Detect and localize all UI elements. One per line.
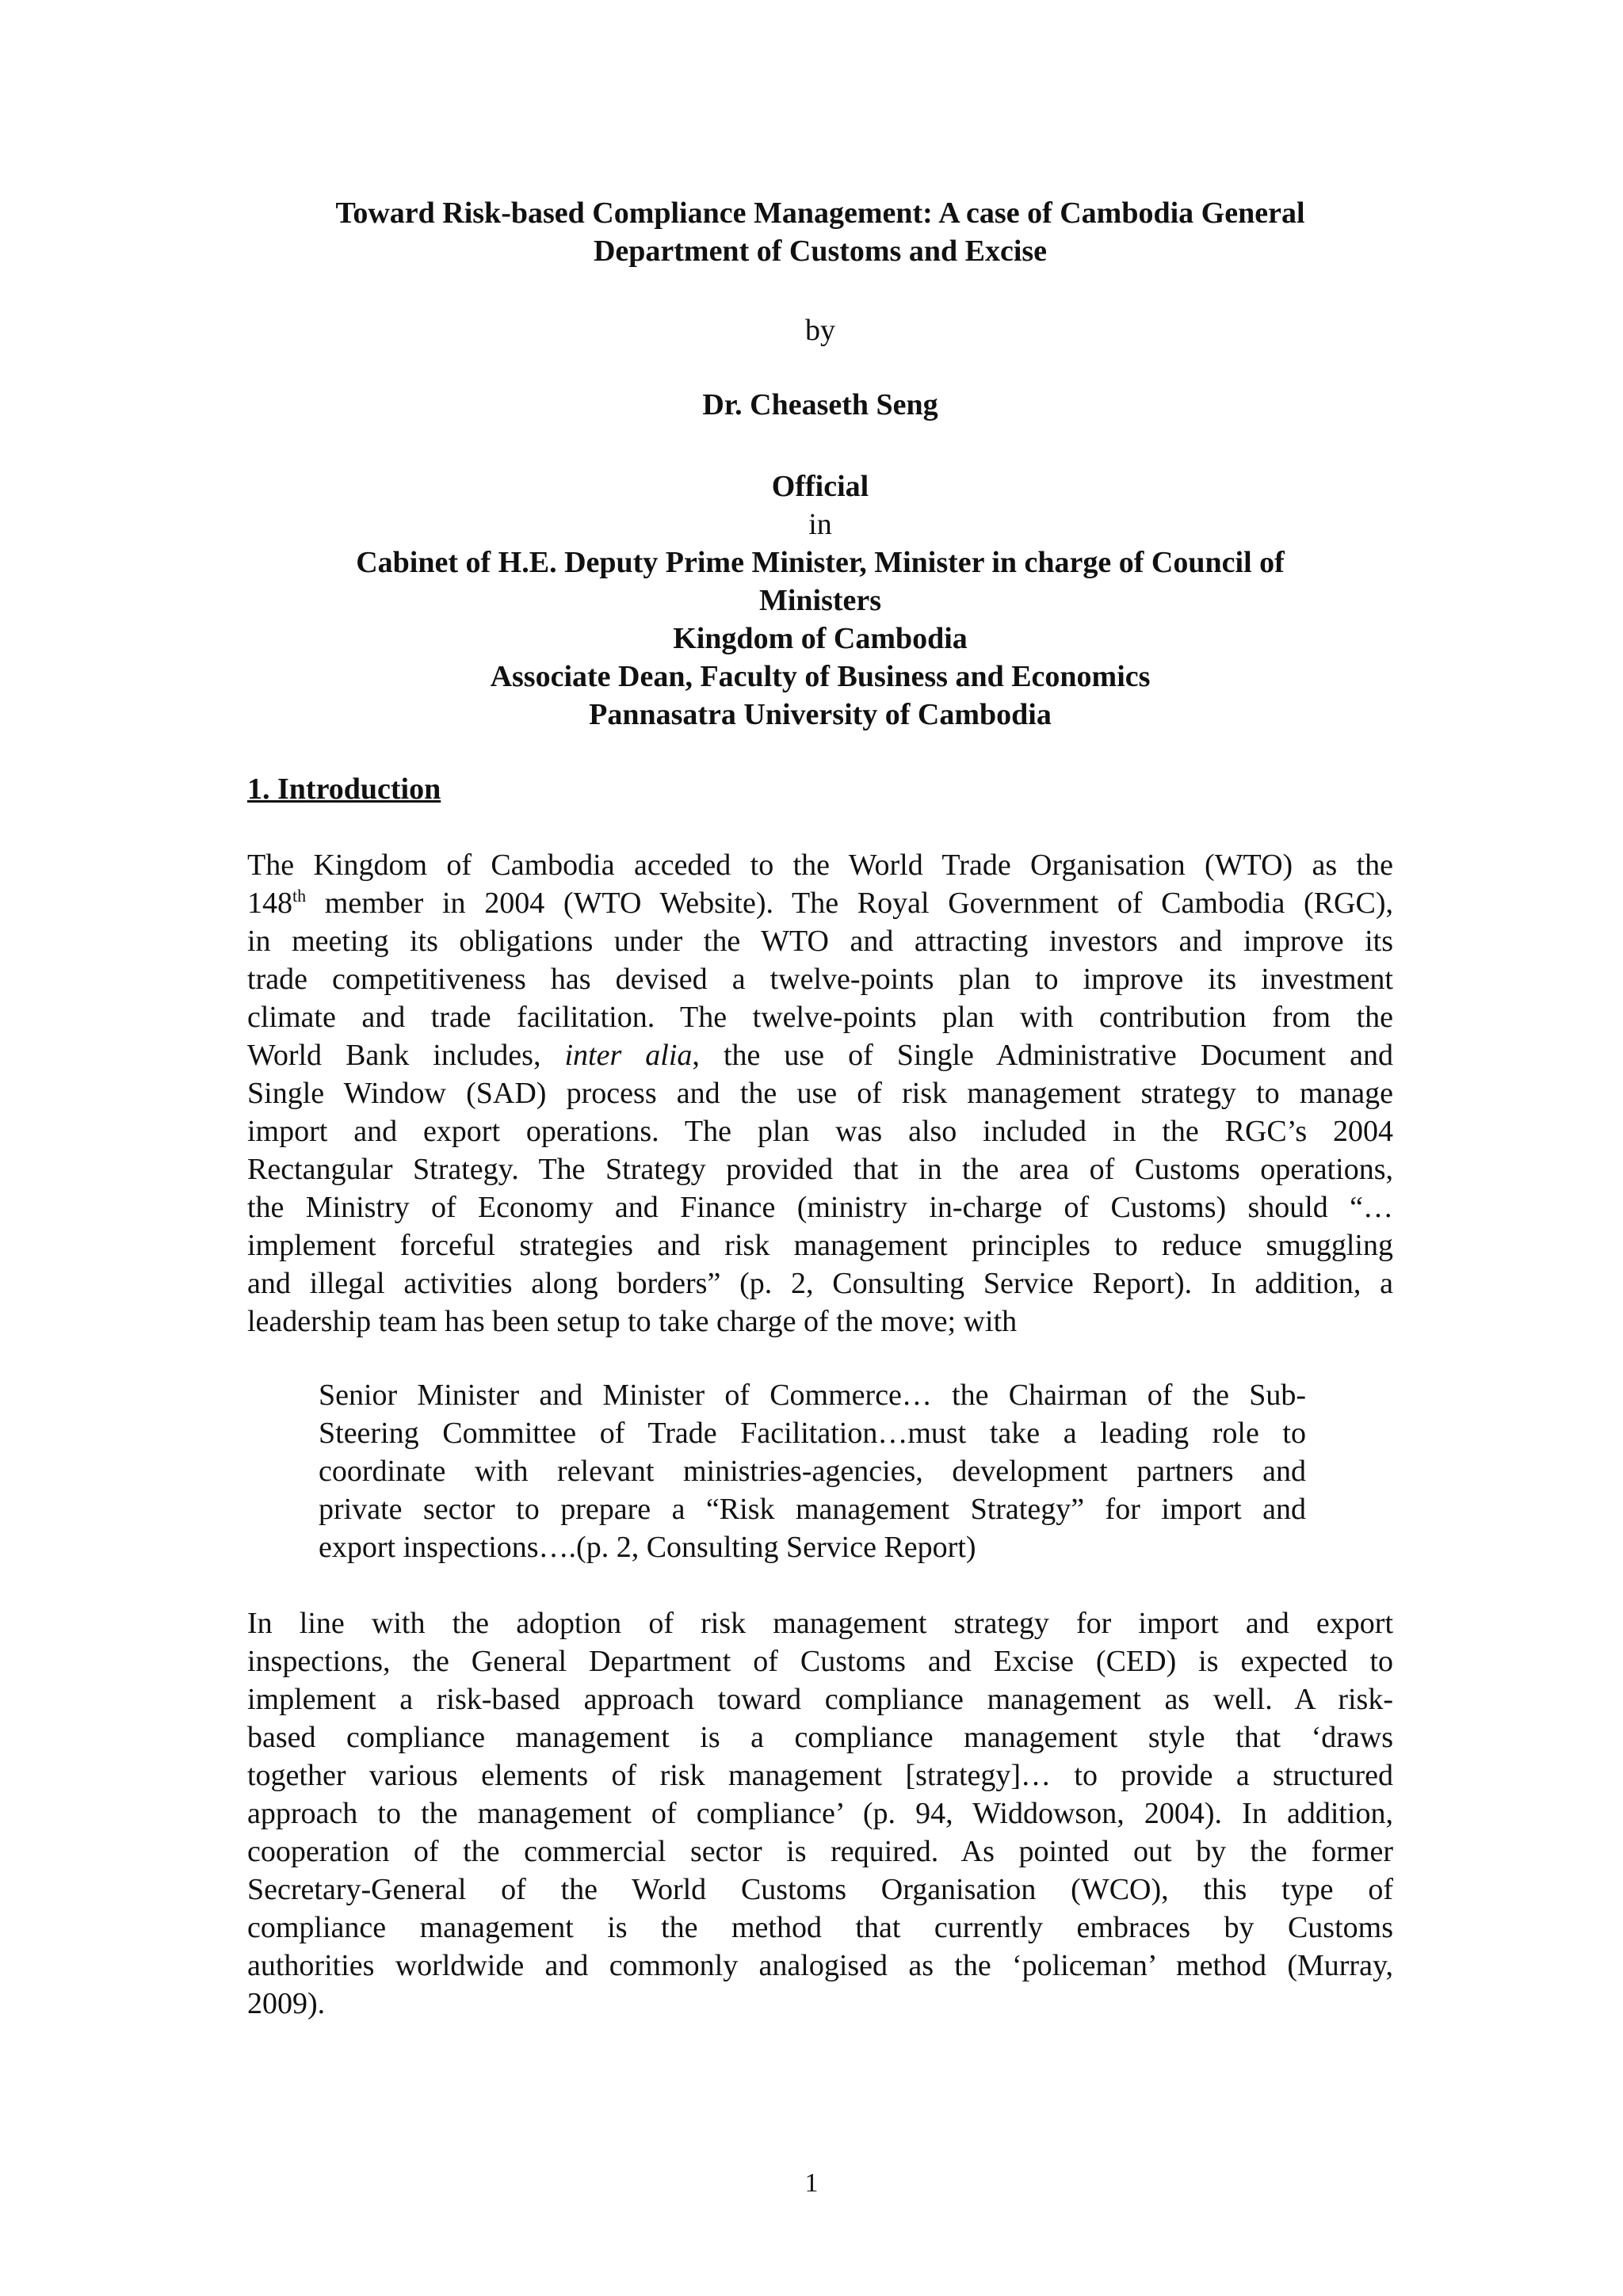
ordinal-superscript: th — [292, 886, 307, 906]
paper-title — [247, 194, 1393, 270]
affiliation-line-5: Pannasatra University of Cambodia — [589, 698, 1052, 731]
affiliation-role: Official — [771, 470, 869, 503]
text-line: approach to the management of compliance’ (p. 94, Widdowson, 2004). In addition, — [247, 1797, 1393, 1830]
introduction-paragraph-1 — [247, 846, 1393, 1341]
affiliation-line-1: Cabinet of H.E. Deputy Prime Minister, Minister in charge of Council of — [356, 546, 1285, 579]
author-name: Dr. Cheaseth Seng — [702, 388, 938, 421]
text-line: trade competitiveness has devised a twelve-points plan to improve its investment — [247, 963, 1393, 996]
block-quote — [319, 1376, 1306, 1566]
text-line: 2009). — [247, 1987, 326, 2020]
text-line: together various elements of risk management [strategy]… to provide a structured — [247, 1759, 1393, 1792]
text-line: World Bank includes, inter alia, the use of Single Administrative Document and — [247, 1039, 1393, 1072]
text-line: in meeting its obligations under the WTO and attracting investors and improve its — [247, 925, 1393, 958]
text-line: authorities worldwide and commonly analogised as the ‘policeman’ method (Murray, — [247, 1949, 1393, 1982]
affiliation-line-2: Ministers — [758, 584, 882, 617]
text-line: the Ministry of Economy and Finance (ministry in-charge of Customs) should “… — [247, 1191, 1393, 1224]
author-affiliation — [247, 467, 1393, 734]
byline: by — [805, 314, 835, 347]
text-line: and illegal activities along borders” (p. 2, Consulting Service Report). In addition, a — [247, 1267, 1393, 1300]
text-line: climate and trade facilitation. The twelve-points plan with contribution from the — [247, 1001, 1393, 1034]
italic-term: inter alia — [564, 1039, 693, 1072]
text-line: In line with the adoption of risk management strategy for import and export — [247, 1607, 1393, 1640]
text-line: Secretary-General of the World Customs Organisation (WCO), this type of — [247, 1873, 1393, 1906]
text-line: compliance management is the method that currently embraces by Customs — [247, 1911, 1393, 1944]
quote-line: coordinate with relevant ministries-agencies, development partners and — [319, 1455, 1306, 1488]
quote-line: Senior Minister and Minister of Commerce… the Chairman of the Sub- — [319, 1379, 1306, 1412]
text-line: import and export operations. The plan was also included in the RGC’s 2004 — [247, 1115, 1393, 1148]
text-line: 148th member in 2004 (WTO Website). The Royal Government of Cambodia (RGC), — [247, 886, 1393, 920]
text-line: cooperation of the commercial sector is required. As pointed out by the former — [247, 1835, 1393, 1868]
text-line: leadership team has been setup to take charge of the move; with — [247, 1305, 1018, 1338]
title-line-1: Toward Risk-based Compliance Management: A case of Cambodia General — [335, 196, 1305, 230]
text-line: based compliance management is a compliance management style that ‘draws — [247, 1721, 1393, 1754]
text-line: inspections, the General Department of Customs and Excise (CED) is expected to — [247, 1645, 1393, 1678]
title-line-2: Department of Customs and Excise — [593, 235, 1048, 268]
text-line: implement a risk-based approach toward compliance management as well. A risk- — [247, 1683, 1393, 1716]
affiliation-in: in — [808, 508, 832, 541]
affiliation-line-4: Associate Dean, Faculty of Business and Economics — [490, 660, 1151, 693]
quote-line: Steering Committee of Trade Facilitation…must take a leading role to — [319, 1417, 1306, 1450]
quote-line: export inspections….(p. 2, Consulting Service Report) — [319, 1531, 976, 1564]
page-number: 1 — [804, 2168, 819, 2198]
quote-line: private sector to prepare a “Risk management Strategy” for import and — [319, 1493, 1306, 1526]
section-heading-introduction: 1. Introduction — [247, 772, 441, 806]
affiliation-line-3: Kingdom of Cambodia — [673, 622, 968, 655]
text-line: Single Window (SAD) process and the use of risk management strategy to manage — [247, 1077, 1393, 1110]
text-line: implement forceful strategies and risk management principles to reduce smuggling — [247, 1229, 1393, 1262]
text-line: The Kingdom of Cambodia acceded to the World Trade Organisation (WTO) as the — [247, 849, 1393, 882]
introduction-paragraph-2 — [247, 1604, 1393, 2023]
text-line: Rectangular Strategy. The Strategy provided that in the area of Customs operations, — [247, 1153, 1393, 1186]
